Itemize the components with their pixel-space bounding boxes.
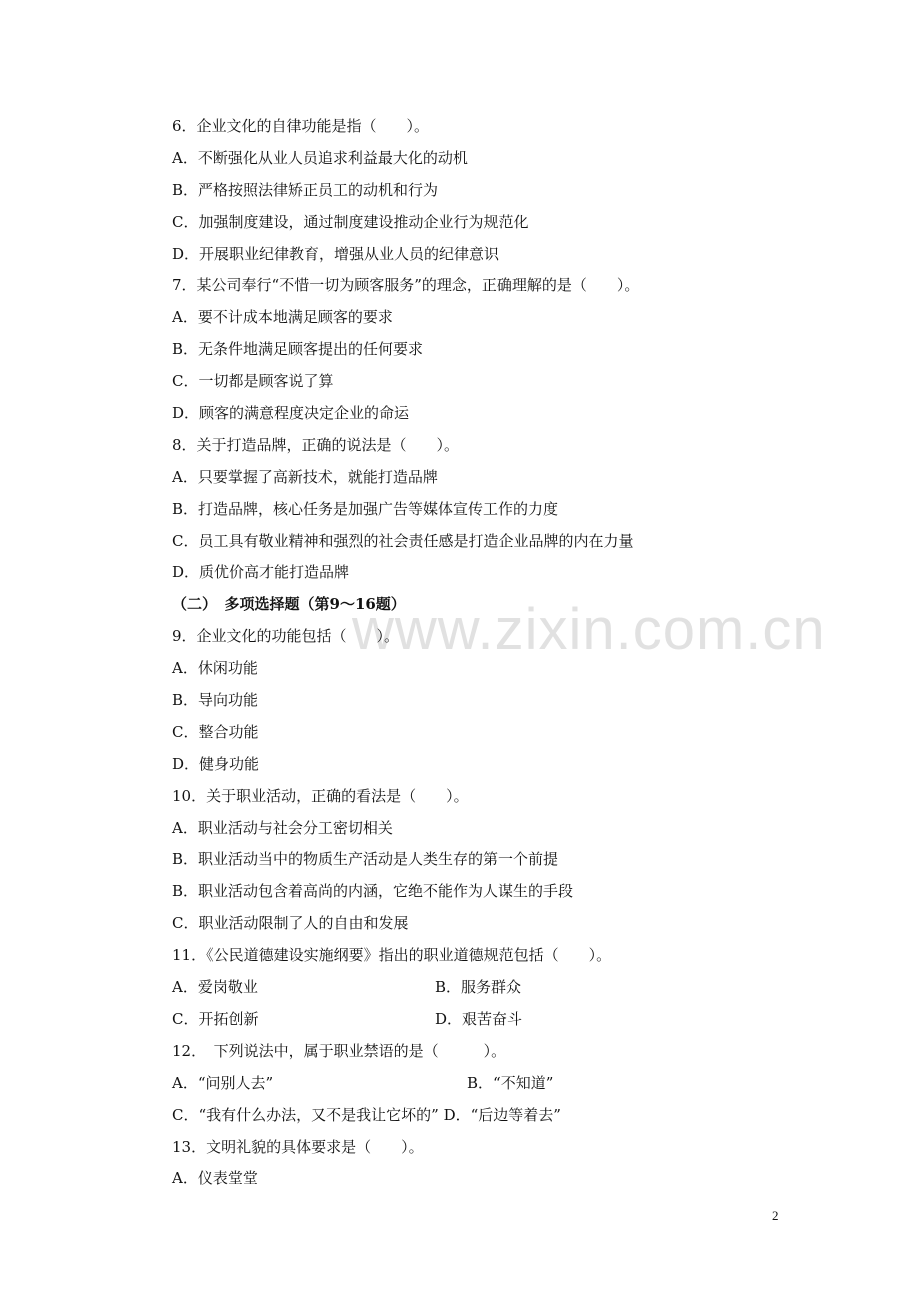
question-13-option-a: A．仪表堂堂 bbox=[172, 1169, 258, 1188]
question-8-option-c: C．员工具有敬业精神和强烈的社会责任感是打造企业品牌的内在力量 bbox=[172, 531, 634, 550]
question-11-option-a: A．爱岗敬业 bbox=[172, 978, 258, 997]
question-11-option-d: D．艰苦奋斗 bbox=[435, 1009, 523, 1028]
question-10-stem: 10．关于职业活动，正确的看法是（ ）。 bbox=[172, 786, 469, 805]
question-11-options-row-2 bbox=[172, 1004, 772, 1036]
question-11-option-c: C．开拓创新 bbox=[172, 1009, 259, 1028]
question-6-option-a: A．不断强化从业人员追求利益最大化的动机 bbox=[172, 148, 468, 167]
question-11-options-row-1 bbox=[172, 972, 772, 1004]
question-9-stem: 9．企业文化的功能包括（ ）。 bbox=[172, 627, 400, 646]
page-number: 2 bbox=[772, 1208, 779, 1223]
question-12-option-a: A．“问别人去” bbox=[172, 1073, 274, 1092]
question-8-option-b: B．打造品牌，核心任务是加强广告等媒体宣传工作的力度 bbox=[172, 499, 559, 518]
question-7-option-c: C．一切都是顾客说了算 bbox=[172, 372, 334, 391]
question-13-stem: 13．文明礼貌的具体要求是（ ）。 bbox=[172, 1137, 424, 1156]
question-list bbox=[172, 111, 772, 1195]
question-10-option-b1: B．职业活动当中的物质生产活动是人类生存的第一个前提 bbox=[172, 850, 559, 869]
question-8-option-d: D．质优价高才能打造品牌 bbox=[172, 563, 350, 582]
question-6-option-d: D．开展职业纪律教育，增强从业人员的纪律意识 bbox=[172, 244, 500, 263]
question-8-option-a: A．只要掌握了高新技术，就能打造品牌 bbox=[172, 467, 438, 486]
question-11-stem: 11．《公民道德建设实施纲要》指出的职业道德规范包括（ ）。 bbox=[172, 946, 612, 965]
question-9-option-a: A．休闲功能 bbox=[172, 659, 258, 678]
question-12-options-row-1 bbox=[172, 1068, 772, 1100]
question-7-option-b: B．无条件地满足顾客提出的任何要求 bbox=[172, 340, 424, 359]
question-7-option-d: D．顾客的满意程度决定企业的命运 bbox=[172, 404, 410, 423]
section-heading-multiple-choice: （二） 多项选择题（第9～16题） bbox=[172, 595, 406, 614]
question-6-option-b: B．严格按照法律矫正员工的动机和行为 bbox=[172, 180, 439, 199]
question-12-stem: 12． 下列说法中，属于职业禁语的是（ ）。 bbox=[172, 1041, 507, 1060]
question-12-option-b: B．“不知道” bbox=[467, 1073, 554, 1092]
question-10-option-a: A．职业活动与社会分工密切相关 bbox=[172, 818, 393, 837]
question-8-stem: 8．关于打造品牌，正确的说法是（ ）。 bbox=[172, 435, 460, 454]
question-7-stem: 7．某公司奉行“不惜一切为顾客服务”的理念，正确理解的是（ ）。 bbox=[172, 276, 640, 295]
question-9-option-b: B．导向功能 bbox=[172, 691, 259, 710]
question-12-options-row-2: C．“我有什么办法，又不是我让它坏的” D．“后边等着去” bbox=[172, 1105, 561, 1124]
question-11-option-b: B．服务群众 bbox=[435, 978, 522, 997]
watermark: www.zixin.com.cn bbox=[352, 597, 826, 662]
question-10-option-c: C．职业活动限制了人的自由和发展 bbox=[172, 914, 409, 933]
question-9-option-d: D．健身功能 bbox=[172, 754, 260, 773]
question-7-option-a: A．要不计成本地满足顾客的要求 bbox=[172, 308, 393, 327]
question-6-stem: 6．企业文化的自律功能是指（ ）。 bbox=[172, 117, 430, 135]
question-10-option-b2: B．职业活动包含着高尚的内涵，它绝不能作为人谋生的手段 bbox=[172, 882, 574, 901]
question-9-option-c: C．整合功能 bbox=[172, 722, 259, 741]
question-6-option-c: C．加强制度建设，通过制度建设推动企业行为规范化 bbox=[172, 212, 529, 231]
